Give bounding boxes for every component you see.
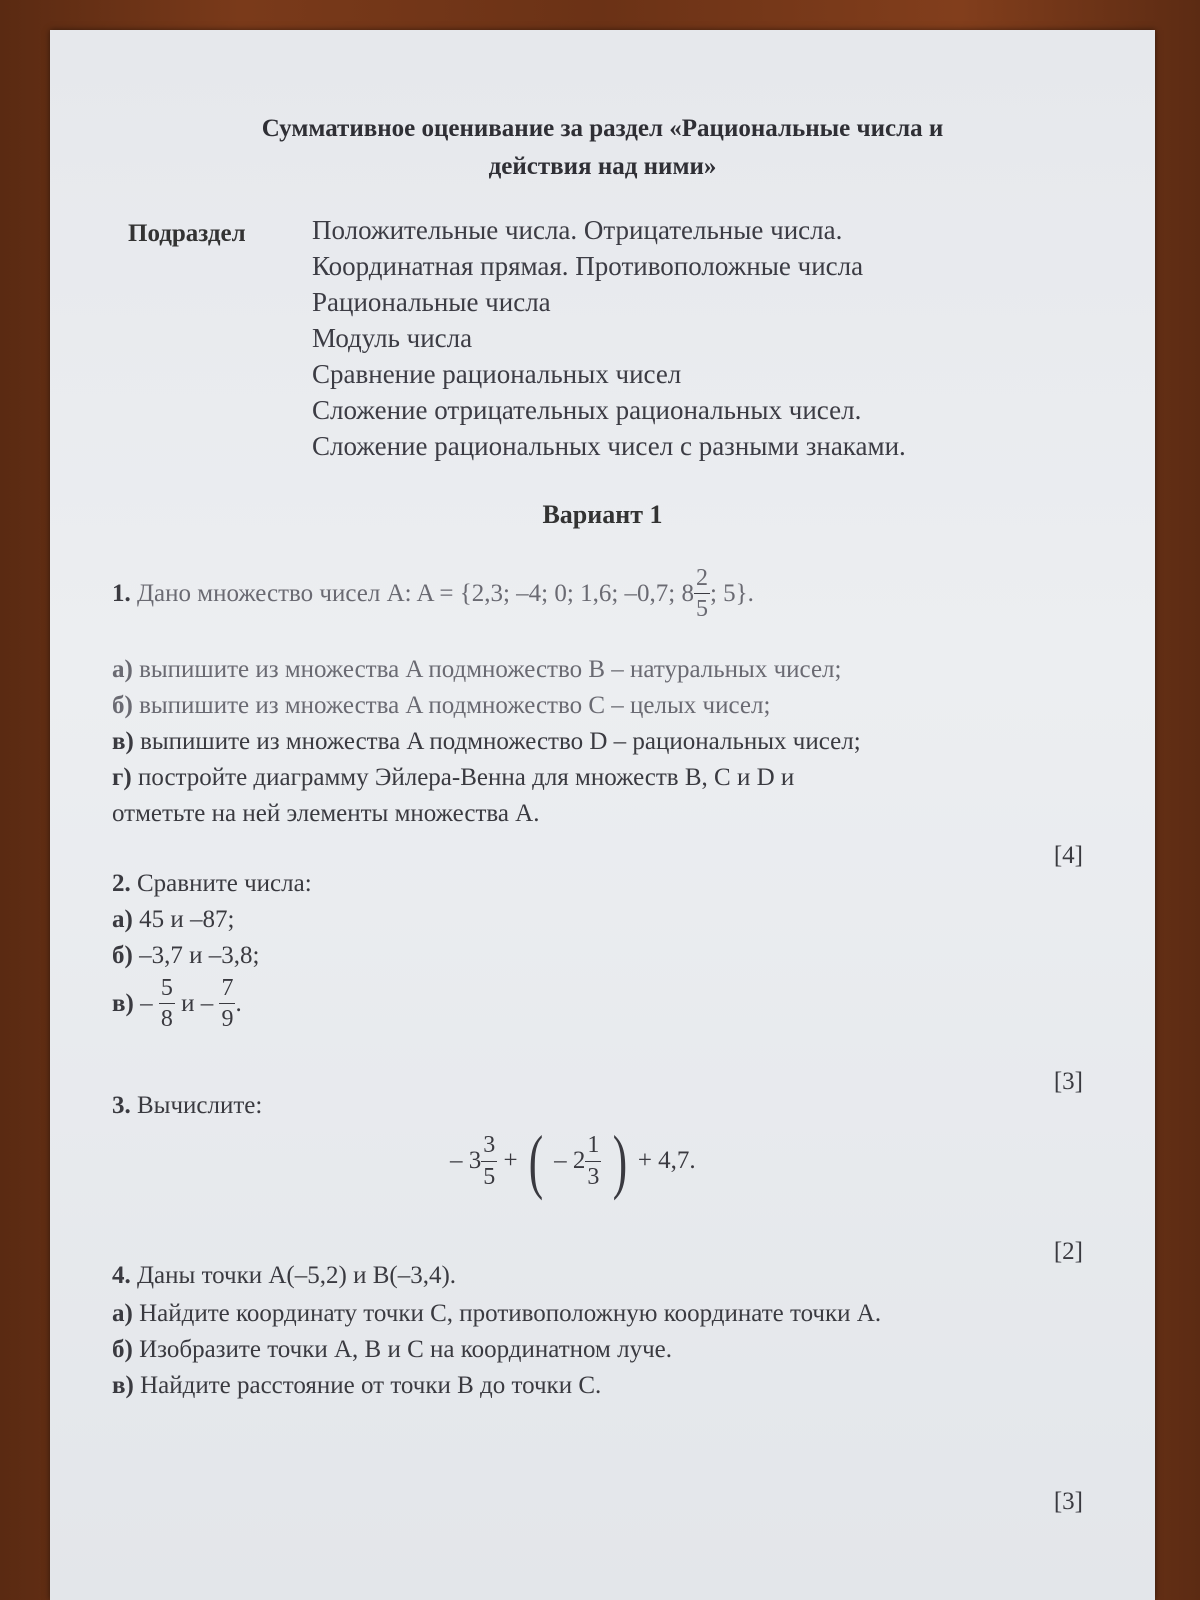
task3-statement: [112, 1092, 262, 1120]
title-line-1: Суммативное оценивание за раздел «Рациональные числа и: [261, 115, 944, 142]
task3-number: 3.: [112, 1092, 131, 1119]
minus-sign: –: [200, 989, 214, 1017]
task1-item-text: постройте диаграмму Эйлера-Венна для множеств B, C и D и: [137, 764, 795, 791]
task1-frac-den: 5: [694, 593, 710, 622]
frac-den: 3: [585, 1161, 601, 1190]
task3-expression: [450, 1121, 696, 1201]
frac-den: 9: [219, 1003, 235, 1032]
task2-item-marker: в): [112, 989, 134, 1017]
task1-item-marker: б): [112, 692, 133, 719]
subsection-item: Сравнение рациональных чисел: [312, 359, 682, 389]
frac-den: 8: [159, 1003, 175, 1032]
task4-item-text: Найдите расстояние от точки B до точки C.: [140, 1372, 602, 1399]
subsection-item: Координатная прямая. Противоположные числа: [312, 251, 864, 281]
task2-item-marker: а): [112, 906, 133, 933]
task1-item-text: выпишите из множества A подмножество D – рациональных чисел;: [140, 728, 861, 755]
fraction-1-3: [585, 1132, 601, 1190]
task1-statement: [112, 565, 754, 623]
task2-number: 2.: [112, 870, 131, 897]
task2-item-c: [112, 975, 242, 1033]
task4-text: Даны точки A(–5,2) и B(–3,4).: [137, 1262, 457, 1289]
minus-sign: –: [140, 989, 153, 1017]
subsection-item: Сложение отрицательных рациональных чисел.: [312, 395, 862, 425]
paper-sheet: [50, 30, 1155, 1600]
task1-number: 1.: [112, 579, 131, 607]
expression-tail: + 4,7.: [637, 1147, 696, 1174]
task1-item-a: [112, 656, 841, 684]
conjunction-and: и: [181, 989, 195, 1017]
task2-text: Сравните числа:: [137, 870, 312, 897]
task4-item-text: Найдите координату точки C, противоположную координате точки A.: [139, 1300, 882, 1327]
fraction-5-8: [159, 975, 175, 1033]
subsection-list: [312, 212, 906, 464]
task1-item-marker: в): [112, 728, 134, 755]
task4-score: [3]: [1053, 1488, 1083, 1515]
left-paren: (: [528, 1121, 544, 1201]
task4-item-a: [112, 1300, 881, 1328]
task4-item-marker: б): [112, 1336, 133, 1363]
task4-number: 4.: [112, 1262, 131, 1289]
task4-statement: [112, 1262, 456, 1290]
subsection-label: Подраздел: [128, 220, 246, 247]
task1-frac-num: 2: [695, 565, 708, 591]
subsection-item: Модуль числа: [312, 323, 473, 353]
task2-item-a: [112, 906, 234, 934]
task1-item-marker: г): [112, 764, 132, 791]
task4-item-b: [112, 1336, 672, 1364]
task1-item-marker: а): [112, 656, 133, 683]
task2-item-b: [112, 942, 259, 970]
task2-statement: [112, 870, 312, 898]
frac-num: 7: [221, 975, 234, 1001]
title-line-2: действия над ними»: [488, 153, 717, 180]
task1-item-text: выпишите из множества A подмножество B – натуральных чисел;: [139, 656, 842, 683]
frac-num: 5: [160, 975, 173, 1001]
task1-item-b: [112, 692, 770, 720]
task4-item-text: Изобразите точки A, B и C на координатном луче.: [139, 1336, 673, 1363]
task2-item-text: 45 и –87;: [139, 906, 235, 933]
task2-item-text: –3,7 и –3,8;: [139, 942, 260, 969]
task1-item-c: [112, 728, 861, 756]
subsection-item: Сложение рациональных чисел с разными знаками.: [312, 431, 906, 461]
task1-item-text: выпишите из множества A подмножество C – целых чисел;: [139, 692, 771, 719]
plus-sign: +: [503, 1147, 518, 1174]
mixed-whole: – 3: [450, 1147, 482, 1174]
page-title: [110, 110, 1095, 186]
right-paren: ): [612, 1121, 627, 1201]
task4-item-c: [112, 1372, 601, 1400]
task4-item-marker: в): [112, 1372, 134, 1399]
frac-num: 3: [483, 1132, 496, 1159]
task3-score: [2]: [1053, 1238, 1083, 1265]
task1-text-after: ; 5}.: [709, 579, 754, 607]
period: .: [235, 989, 242, 1017]
task1-item-d: [112, 764, 794, 792]
task1-score: [4]: [1053, 842, 1083, 869]
task3-text: Вычислите:: [137, 1092, 263, 1119]
mixed-whole: – 2: [554, 1147, 586, 1174]
variant-heading: Вариант 1: [542, 500, 663, 529]
task1-fraction: [694, 565, 710, 623]
task1-text-before: Дано множество чисел A: A = {2,3; –4; 0; 1,6; –0,7; 8: [137, 579, 694, 607]
frac-den: 5: [481, 1161, 497, 1190]
subsection-item: Положительные числа. Отрицательные числа.: [312, 215, 843, 245]
subsection-item: Рациональные числа: [312, 287, 551, 317]
task2-score: [3]: [1053, 1068, 1083, 1095]
task1-item-d-continued: отметьте на ней элементы множества A.: [112, 800, 540, 827]
frac-num: 1: [587, 1132, 600, 1159]
task4-item-marker: а): [112, 1300, 133, 1327]
fraction-7-9: [219, 975, 235, 1033]
task2-item-marker: б): [112, 942, 133, 969]
fraction-3-5: [481, 1132, 497, 1190]
